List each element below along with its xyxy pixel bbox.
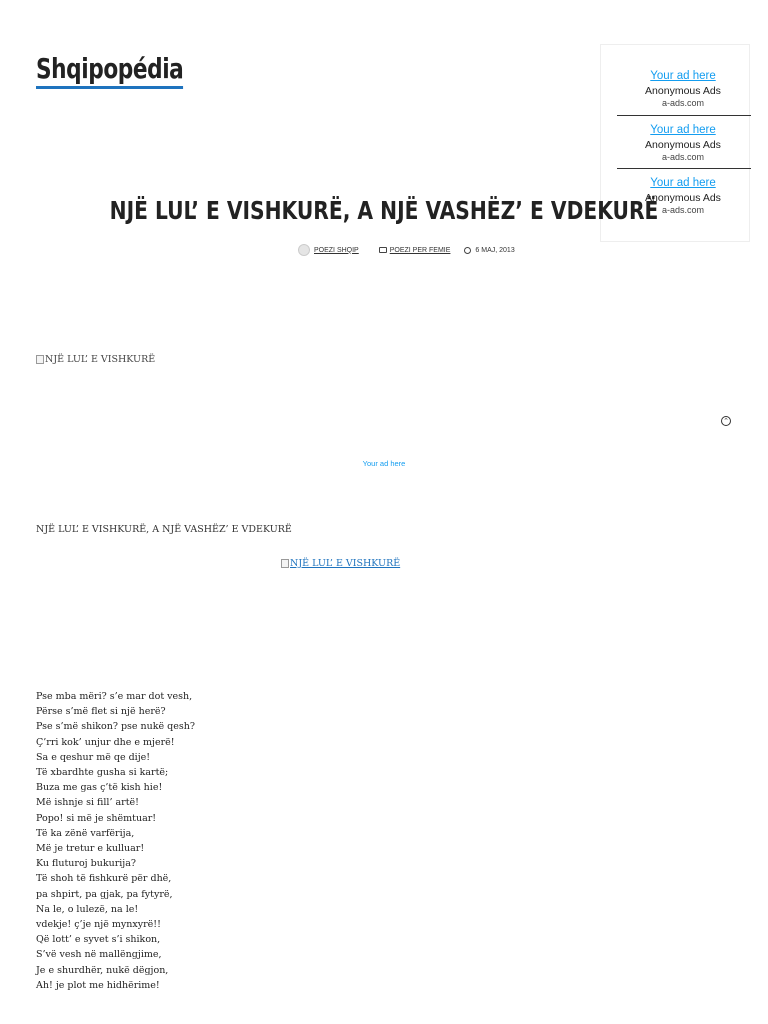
ad-domain: a-ads.com [661,152,705,162]
poem-line: Je e shurdhër, nukë dëgjon, [36,964,169,976]
ad-link[interactable]: Your ad here [650,177,716,189]
ad-link[interactable]: Your ad here [650,124,716,136]
ad-name: Anonymous Ads [645,139,721,151]
poem-line: Pse mba mëri? s’e mar dot vesh, [36,691,193,702]
ad-name: Anonymous Ads [645,192,721,204]
poem-body [36,689,195,993]
ad-divider [617,168,751,169]
close-ad-icon[interactable]: ⌃ [721,416,731,426]
ad-domain: a-ads.com [661,205,705,215]
clock-icon [464,247,471,254]
poem-line: Pse s’më shikon? pse nukë qesh? [36,721,195,733]
poem-line: Na le, o lulezë, na le! [36,903,139,915]
poem-line: vdekje! ç’je një mynxyrë!! [36,919,161,931]
poem-line: Më ishnje si fill’ artë! [36,797,139,809]
poem-line: Përse s’më flet si një herë? [36,706,166,718]
poem-line: Sa e qeshur më qe dije! [36,751,151,763]
poem-line: Më je tretur e kulluar! [36,843,145,855]
poem-line: pa shpirt, pa gjak, pa fytyrë, [36,888,173,900]
broken-image-icon [281,559,289,568]
author-avatar [298,244,310,256]
site-logo[interactable]: Shqipopédia [36,52,183,89]
image-alt-text: NJË LUL’ E VISHKURË [45,354,156,365]
poem-line: Të xbardhte gusha si kartë; [36,767,169,779]
image-link-alt-text: NJË LUL’ E VISHKURË [290,558,401,569]
broken-image-icon [36,355,44,364]
poem-line: Ah! je plot me hidhërime! [36,979,160,991]
poem-line: S’vë vesh në mallëngjime, [36,949,162,961]
post-meta [298,243,515,257]
folder-icon [379,247,387,253]
category-link[interactable]: POEZI PER FEMIE [389,246,451,254]
content-image-link[interactable] [281,558,400,569]
author-link[interactable]: POEZI SHQIP [314,246,359,254]
poem-line: Që lott’ e syvet s’i shikon, [36,934,161,946]
poem-line: Të ka zënë varfërija, [36,827,135,839]
inline-ad-link[interactable]: Your ad here [362,459,406,468]
featured-image [36,354,155,365]
poem-line: Buza me gas ç’të kish hie! [36,782,163,794]
poem-line: Popo! si më je shëmtuar! [36,812,157,824]
ad-name: Anonymous Ads [645,85,721,97]
post-date: 6 MAJ, 2013 [475,246,515,254]
sidebar-ad-1[interactable] [617,69,749,109]
poem-line: Ku fluturoj bukurija? [36,858,137,870]
content-title: NJË LUL’ E VISHKURË, A NJË VASHËZ’ E VDEKURË [36,524,292,535]
ad-link[interactable]: Your ad here [650,70,716,82]
ad-domain: a-ads.com [661,98,705,108]
post-title: NJË LUL’ E VISHKURË, A NJË VASHËZ’ E VDEKURË [109,196,659,225]
ad-divider [617,115,751,116]
sidebar-ad-2[interactable] [617,123,749,163]
poem-line: Ç’rri kok’ unjur dhe e mjerë! [36,736,175,748]
poem-line: Të shoh të fishkurë për dhë, [36,873,172,885]
